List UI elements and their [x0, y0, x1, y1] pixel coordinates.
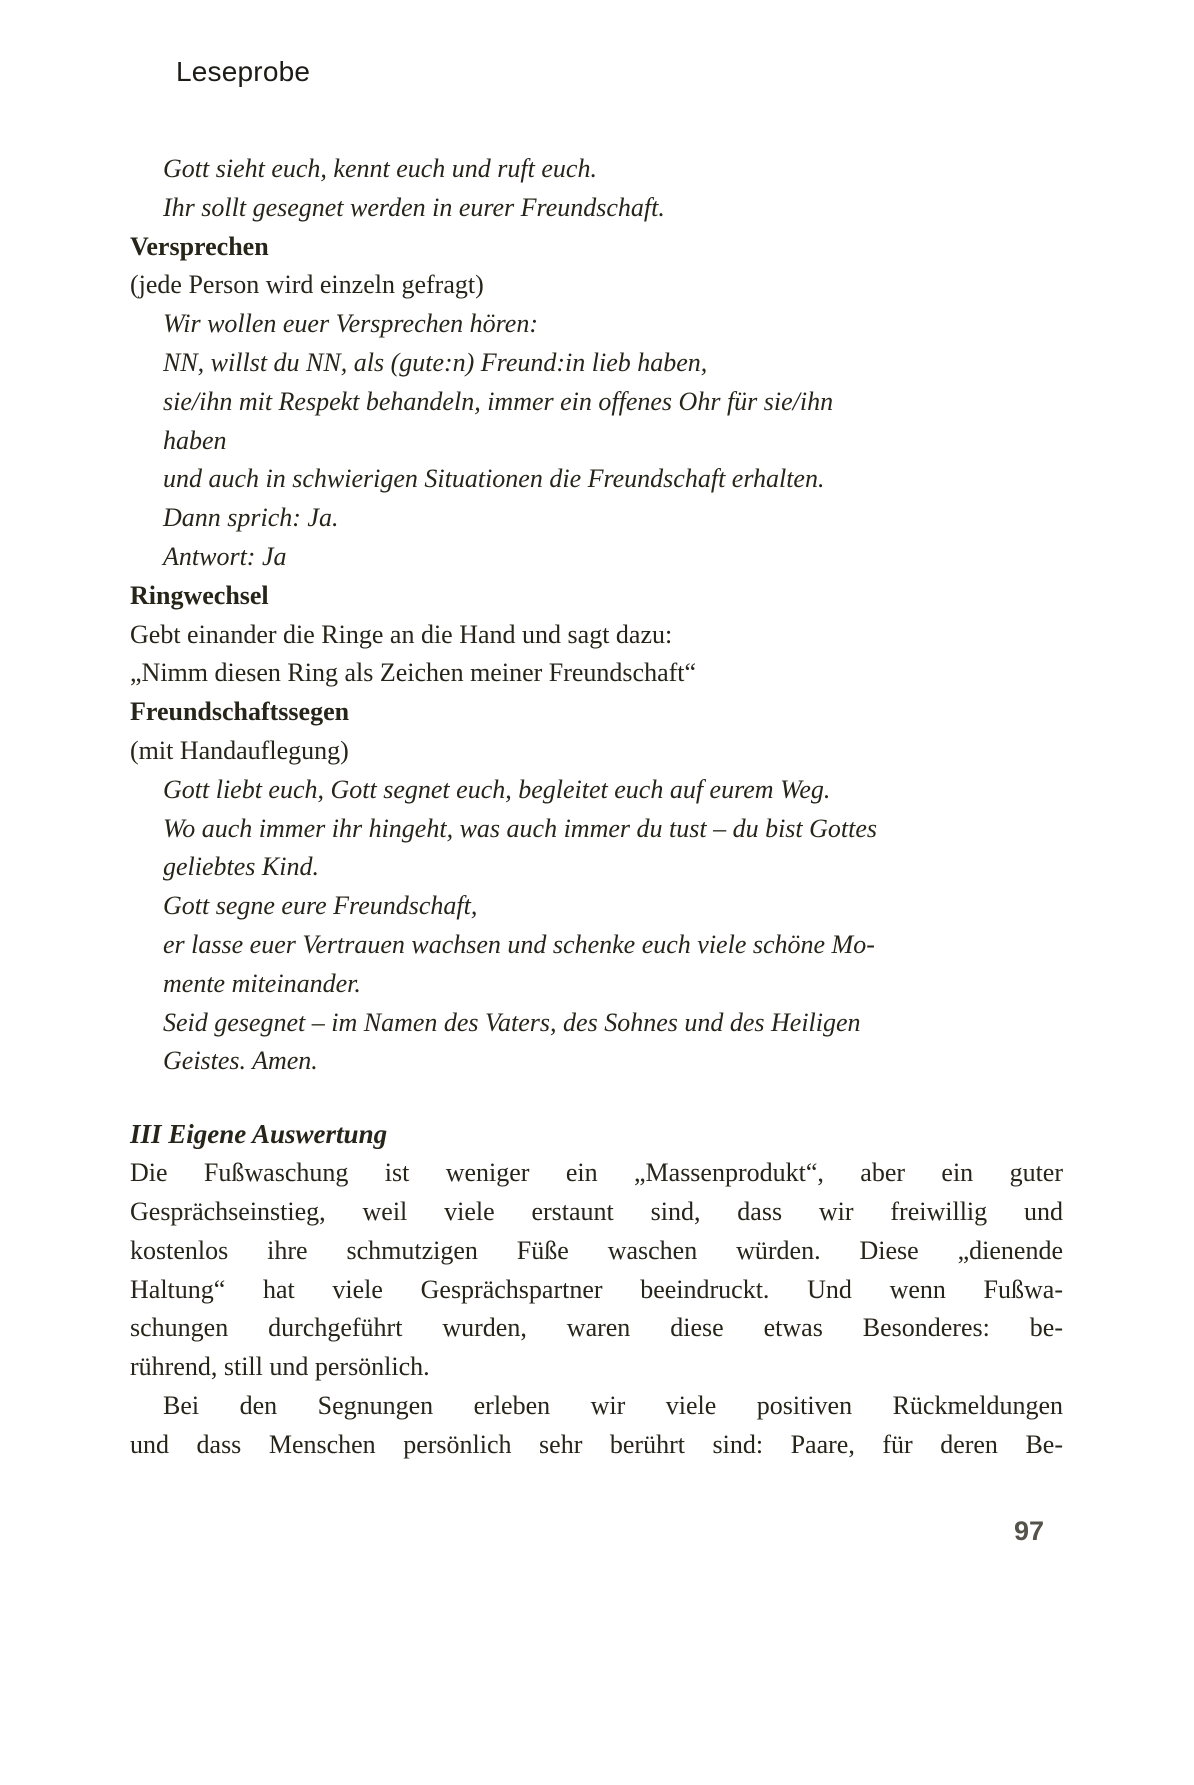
- text-line: Gesprächseinstieg, weil viele erstaunt sind, dass wir freiwillig und: [130, 1196, 1063, 1226]
- text-line: und dass Menschen persönlich sehr berührt sind: Paare, für deren Be-: [130, 1429, 1063, 1459]
- text-line: haben: [163, 425, 227, 455]
- text-line: Antwort: Ja: [163, 541, 287, 571]
- text-line: rührend, still und persönlich.: [130, 1352, 430, 1382]
- text-line: Bei den Segnungen erleben wir viele positiven Rückmeldungen: [163, 1390, 1063, 1420]
- text-line: (jede Person wird einzeln gefragt): [130, 270, 484, 300]
- text-line: Versprechen: [130, 231, 269, 261]
- text-line: Gebt einander die Ringe an die Hand und sagt dazu:: [130, 619, 673, 649]
- text-line: schungen durchgeführt wurden, waren diese etwas Besonderes: be-: [130, 1313, 1063, 1343]
- text-line: Ringwechsel: [130, 580, 269, 610]
- text-line: Dann sprich: Ja.: [163, 503, 339, 533]
- text-line: Seid gesegnet – im Namen des Vaters, des Sohnes und des Heiligen: [163, 1007, 861, 1037]
- text-line: Gott sieht euch, kennt euch und ruft euch.: [163, 154, 597, 183]
- liturgy-block: [130, 150, 1063, 1081]
- text-line: Ihr sollt gesegnet werden in eurer Freundschaft.: [163, 192, 665, 222]
- text-line: geliebtes Kind.: [163, 852, 319, 882]
- text-line: Freundschaftssegen: [130, 697, 350, 727]
- evaluation-paragraphs: [130, 1154, 1063, 1464]
- text-line: NN, willst du NN, als (gute:n) Freund:in lieb haben,: [163, 347, 708, 377]
- text-line: (mit Handauflegung): [130, 735, 349, 765]
- page-title: Leseprobe: [176, 56, 311, 87]
- text-line: mente miteinander.: [163, 968, 361, 998]
- text-line: Gott liebt euch, Gott segnet euch, begleitet euch auf eurem Weg.: [163, 774, 831, 804]
- text-line: Haltung“ hat viele Gesprächspartner beeindruckt. Und wenn Fußwa-: [130, 1274, 1063, 1304]
- text-line: sie/ihn mit Respekt behandeln, immer ein offenes Ohr für sie/ihn: [163, 386, 834, 416]
- text-line: und auch in schwierigen Situationen die Freundschaft erhalten.: [163, 464, 825, 494]
- text-line: Wir wollen euer Versprechen hören:: [163, 309, 538, 339]
- text-line: Die Fußwaschung ist weniger ein „Massenprodukt“, aber ein guter: [130, 1158, 1063, 1188]
- text-line: er lasse euer Vertrauen wachsen und schenke euch viele schöne Mo-: [163, 929, 875, 959]
- page-content: [130, 150, 1063, 1465]
- text-line: Geistes. Amen.: [163, 1046, 318, 1076]
- text-line: Wo auch immer ihr hingeht, was auch immer du tust – du bist Gottes: [163, 813, 878, 843]
- page-number: 97: [1014, 1516, 1045, 1546]
- text-line: Gott segne eure Freundschaft,: [163, 891, 478, 921]
- text-line: kostenlos ihre schmutzigen Füße waschen würden. Diese „dienende: [130, 1235, 1063, 1265]
- section-heading: III Eigene Auswertung: [130, 1119, 388, 1150]
- text-line: „Nimm diesen Ring als Zeichen meiner Freundschaft“: [130, 658, 697, 688]
